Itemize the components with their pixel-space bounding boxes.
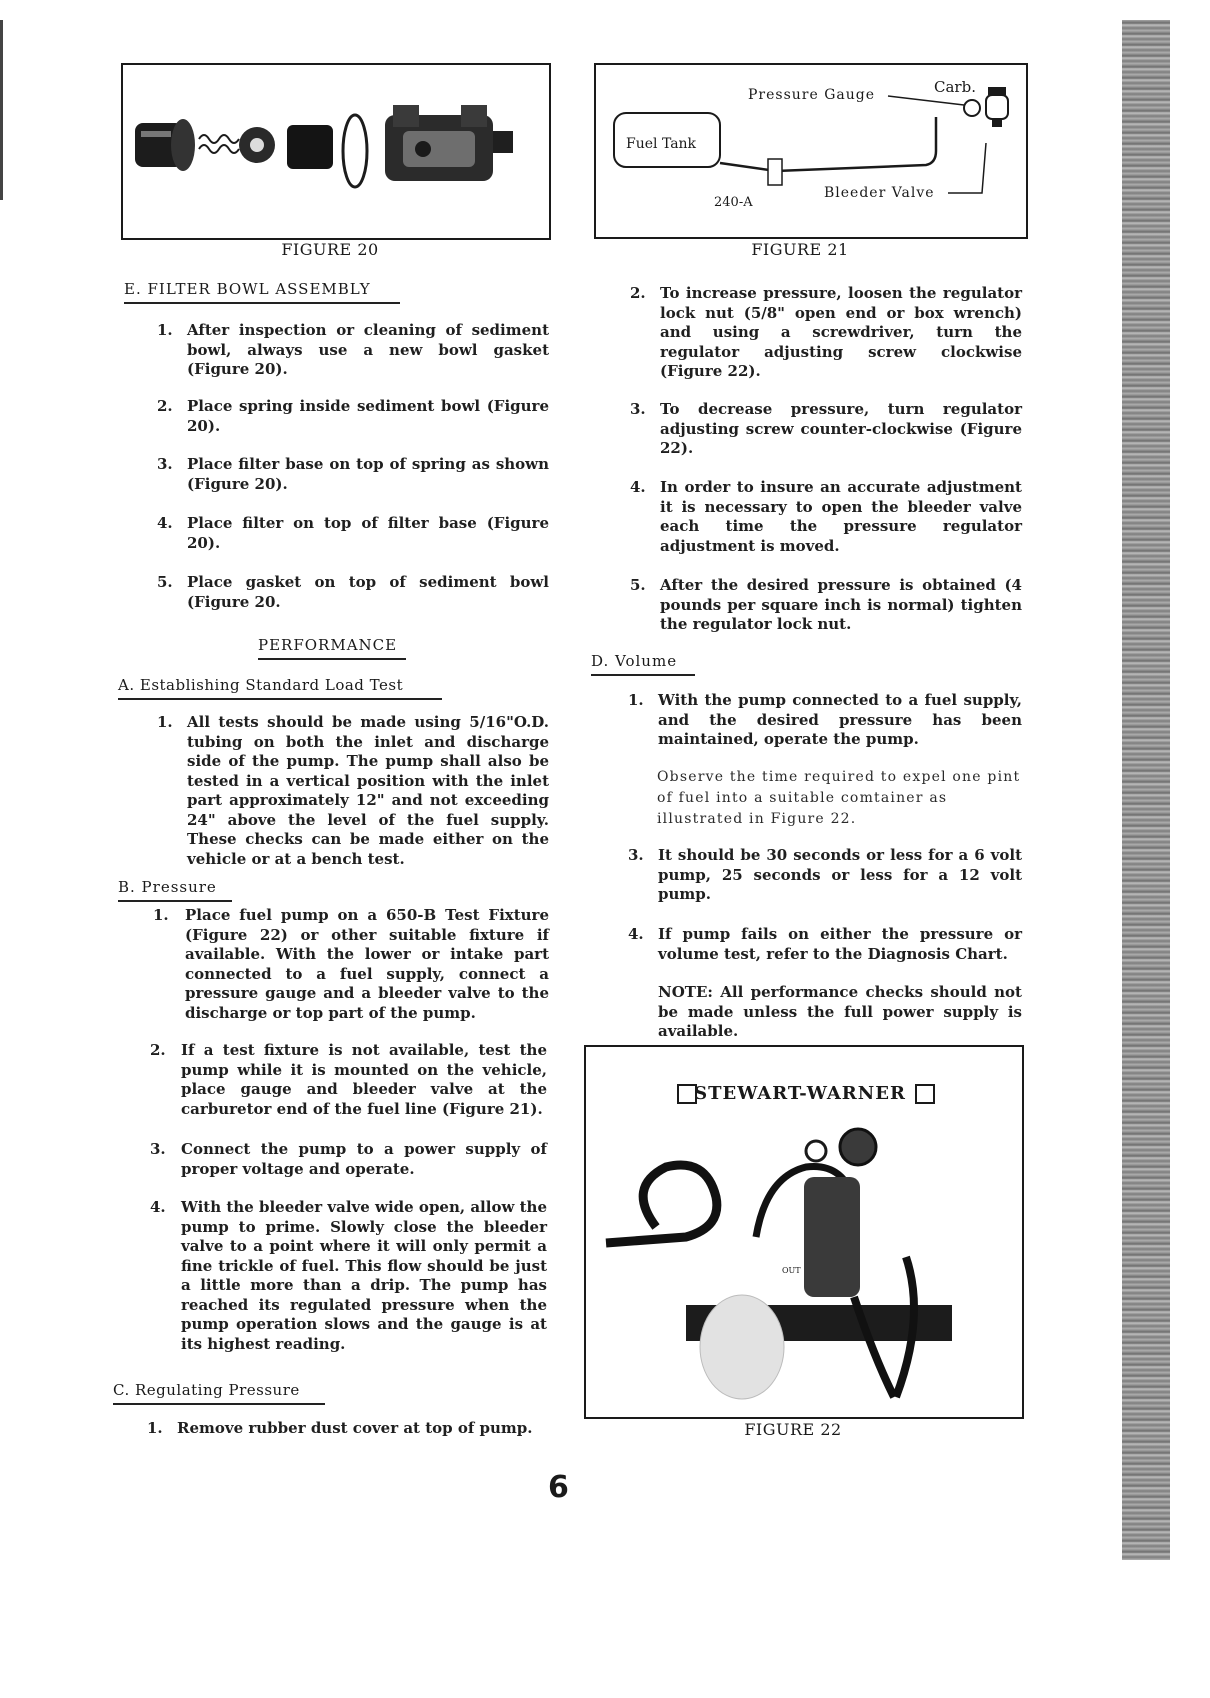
part-number-label: 240-A [714, 195, 753, 210]
figure-20-caption: FIGURE 20 [281, 240, 379, 259]
performance-heading: PERFORMANCE [258, 636, 406, 660]
fuel-tank-label: Fuel Tank [626, 136, 697, 152]
pump-body-image [385, 105, 513, 181]
figure-21-frame [594, 63, 1028, 239]
fixture-gauge [840, 1129, 876, 1165]
figure-21-diagram [596, 65, 1026, 237]
logo-mark-right [916, 1085, 934, 1103]
pressure-gauge-leader [888, 96, 964, 105]
section-b-heading: B. Pressure [118, 878, 232, 902]
section-e-heading: E. FILTER BOWL ASSEMBLY [124, 280, 400, 304]
bowl-gasket-image [343, 115, 367, 187]
figure-22-frame [584, 1045, 1024, 1419]
inlet-hose [606, 1165, 717, 1243]
carburetor-symbol [986, 87, 1008, 127]
pressure-gauge-label: Pressure Gauge [748, 87, 876, 103]
pressure-gauge-symbol [964, 100, 980, 116]
scan-edge-mark [0, 20, 3, 200]
pump-on-fixture [804, 1177, 860, 1297]
observe-paragraph: Observe the time required to expel one pint of fuel into a suitable comtainer as illustrated in Figure 22. [657, 769, 1021, 827]
scan-binding-edge [1122, 20, 1170, 1560]
fuel-pump-240a-symbol [768, 159, 782, 185]
figure-22-caption: FIGURE 22 [744, 1420, 842, 1439]
out-label: OUT [782, 1266, 801, 1275]
section-a-heading: A. Establishing Standard Load Test [118, 676, 442, 700]
figure-20-filter-parts-illustration [123, 65, 549, 238]
bleeder-valve-label: Bleeder Valve [824, 185, 935, 201]
figure-22-test-fixture-photo [586, 1047, 1022, 1417]
fixture-valve [806, 1141, 826, 1161]
bleeder-valve-leader [948, 143, 986, 193]
measuring-container [700, 1295, 784, 1399]
stewart-warner-logo: STEWART-WARNER [694, 1083, 906, 1104]
spring-image [199, 135, 239, 153]
section-d-heading: D. Volume [591, 652, 695, 676]
fuel-line [720, 117, 936, 171]
page-number: 6 [548, 1470, 569, 1505]
filter-base-image [239, 127, 275, 163]
carb-label: Carb. [934, 78, 976, 96]
figure-20-frame [121, 63, 551, 240]
filter-element-image [287, 125, 333, 169]
figure-21-caption: FIGURE 21 [751, 240, 849, 259]
sediment-bowl-image [135, 119, 195, 171]
section-c-heading: C. Regulating Pressure [113, 1381, 325, 1405]
